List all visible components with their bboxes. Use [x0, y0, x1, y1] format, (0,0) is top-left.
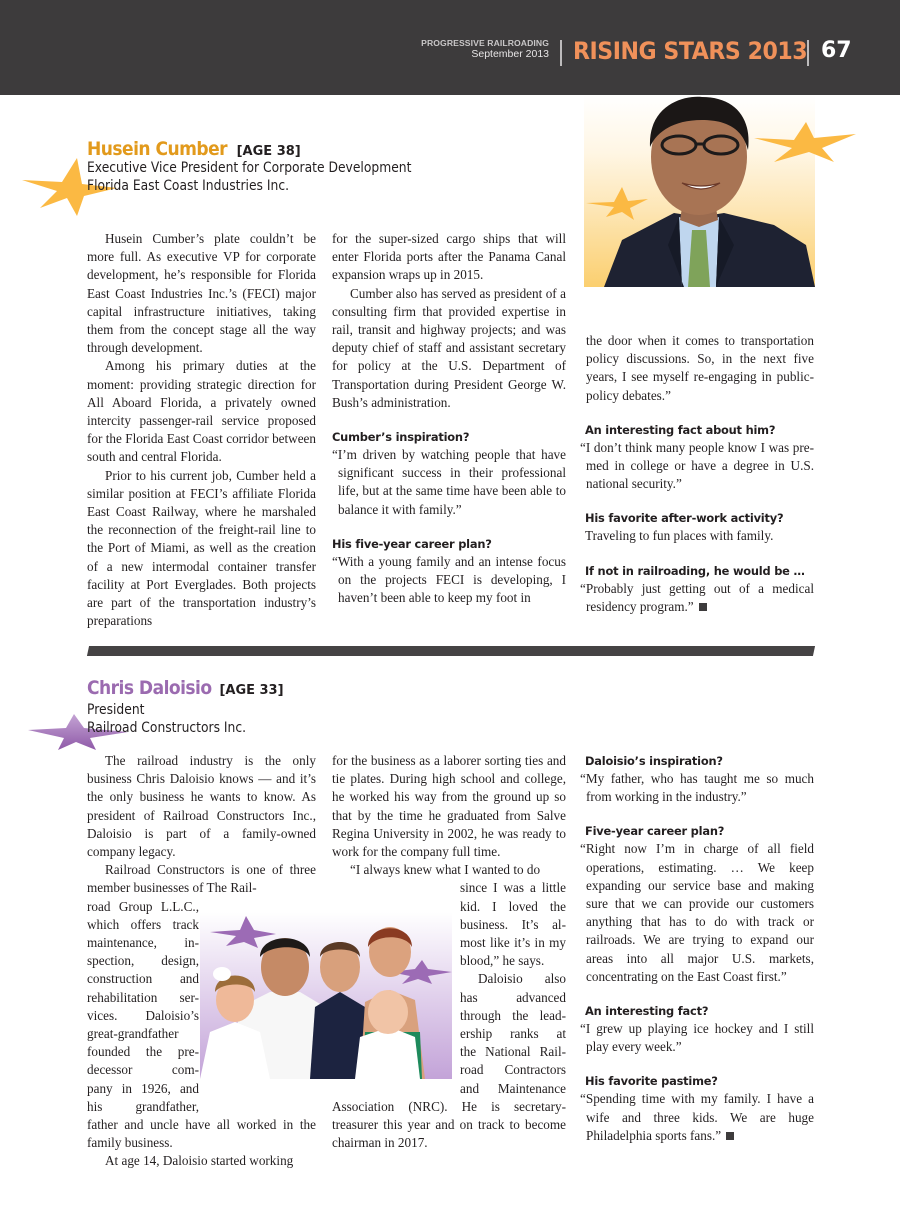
star-icon — [754, 122, 856, 164]
wrapped-line: road Contractors — [460, 1062, 566, 1078]
body-paragraph: Railroad Constructors is one of three member businesses of The Rail- — [87, 862, 316, 896]
wrapped-line: since I was a little — [460, 880, 566, 896]
wrapped-line: the National Rail- — [460, 1044, 566, 1060]
body-paragraph: father and uncle have all worked in the family business. — [87, 1117, 316, 1151]
qa-answer: “I grew up playing ice hockey and I still play every week.” — [580, 1021, 814, 1055]
qa-answer-continued: the door when it comes to transportation policy discussions. So, in the next five years, I see myself re-engaging in public-policy debates.” — [586, 333, 814, 403]
body-paragraph: Cumber also has served as president of a consulting firm that provided expertise in rail, transit and highway projects; and was deputy chief of staff and assistant secretary for policy at the U.S. Department of Transportation during President George W. Bush’s administration. — [332, 285, 566, 410]
wrapped-text-around-photo — [460, 879, 566, 1097]
article-column-3 — [580, 332, 814, 616]
wrapped-line: construction and — [87, 971, 199, 987]
qa-question: His five-year career plan? — [332, 536, 492, 551]
qa-question: Cumber’s inspiration? — [332, 430, 470, 445]
age-label: [AGE 33] — [219, 683, 284, 698]
publication-name: PROGRESSIVE RAILROADING — [421, 38, 549, 48]
job-title: Executive Vice President for Corporate Development — [87, 160, 412, 176]
article-column-2 — [332, 752, 566, 1152]
wrapped-line: vices. Daloisio’s — [87, 1007, 199, 1023]
qa-answer-text: “Spending time with my family. I have a wife and three kids. We are huge Philadelphia sports fans.” — [580, 1091, 814, 1143]
wrapped-line: rehabilitation ser- — [87, 989, 199, 1005]
profile-name-line — [87, 677, 284, 699]
page-number: 67 — [821, 38, 852, 63]
company-name: Florida East Coast Industries Inc. — [87, 178, 290, 194]
publication-info — [400, 38, 549, 60]
header-divider — [807, 40, 809, 66]
qa-question: An interesting fact? — [585, 1004, 709, 1019]
body-paragraph: for the business as a laborer sorting ties and tie plates. During high school and college, he worked his way from the ground up so that by the time he graduated from Salve Regina University in 2002, he was ready to work for the company full time. — [332, 753, 566, 860]
qa-answer: “With a young family and an intense focus on the projects FECI is developing, I haven’t been able to keep my foot in — [332, 553, 566, 606]
series-title: RISING STARS 2013 — [573, 37, 808, 65]
wrapped-line: maintenance, in- — [87, 935, 199, 951]
wrapped-line: spection, design, — [87, 953, 199, 969]
body-paragraph: The railroad industry is the only business Chris Daloisio knows — and it’s the only business he wants to know. As president of Railroad Constructors Inc., Daloisio is part of a family-owned company legacy. — [87, 753, 316, 860]
wrapped-line: decessor com- — [87, 1062, 199, 1078]
article-column-3 — [580, 752, 814, 1145]
wrapped-line: Daloisio also — [478, 971, 566, 987]
issue-date: September 2013 — [471, 48, 549, 60]
wrapped-line: business. It’s al- — [460, 916, 566, 932]
wrapped-line: which offers track — [87, 916, 199, 932]
qa-question: His favorite pastime? — [585, 1074, 718, 1089]
wrapped-line: through the lead- — [460, 1007, 566, 1023]
qa-answer: “I don’t think many people know I was pre-med in college or have a degree in U.S. national security.” — [580, 439, 814, 492]
company-name: Railroad Constructors Inc. — [87, 720, 247, 736]
body-paragraph: Husein Cumber’s plate couldn’t be more full. As executive VP for corporate development, he’s responsible for Florida East Coast Industries Inc.’s (FECI) major capital infrastructure initiatives, taking them from the concept stage all the way through development. — [87, 231, 316, 356]
body-paragraph: Association (NRC). He is secretary-treasurer this year and on track to become chairman in 2017. — [332, 1098, 566, 1151]
wrapped-text-around-photo — [87, 898, 199, 1116]
body-paragraph: for the super-sized cargo ships that will enter Florida ports after the Panama Canal expansion wraps up in 2015. — [332, 231, 566, 283]
wrapped-line: most like it’s in my — [460, 935, 566, 951]
age-label: [AGE 38] — [236, 144, 301, 159]
qa-answer: Traveling to fun places with family. — [585, 528, 774, 544]
qa-answer-text: “Probably just getting out of a medical residency program.” — [580, 580, 814, 614]
person-name: Chris Daloisio — [87, 677, 212, 699]
qa-question: Five-year career plan? — [585, 824, 725, 839]
article-column-2 — [332, 230, 566, 607]
wrapped-line: has advanced — [460, 989, 566, 1005]
wrapped-line: pany in 1926, and — [87, 1080, 199, 1096]
qa-answer — [580, 1090, 814, 1145]
qa-answer: “I’m driven by watching people that have significant success in their professional life, but at the same time have been able to balance it with family.” — [332, 447, 566, 517]
wrapped-line: founded the pre- — [87, 1044, 199, 1060]
end-mark-icon — [726, 1132, 734, 1140]
section-divider — [87, 646, 815, 656]
qa-question: An interesting fact about him? — [585, 422, 776, 437]
wrapped-line: road Group L.L.C., — [87, 898, 199, 914]
wrapped-line: great-grandfather — [87, 1026, 179, 1042]
qa-question: Daloisio’s inspiration? — [585, 754, 723, 768]
end-mark-icon — [699, 603, 707, 611]
qa-answer: “My father, who has taught me so much from working in the industry.” — [580, 771, 814, 805]
page-header-bar — [0, 0, 900, 95]
wrapped-line: ership ranks at — [460, 1026, 566, 1042]
profile-name-line — [87, 138, 301, 160]
wrapped-line: his grandfather, — [87, 1098, 199, 1114]
wrapped-line: and Maintenance — [460, 1080, 566, 1096]
qa-question: His favorite after-work activity? — [585, 511, 784, 526]
body-paragraph: Among his primary duties at the moment: providing strategic direction for All Aboard Florida, a privately owned intercity passenger-rail service proposed for the Florida East Coast corridor between south and central Florida. — [87, 358, 316, 465]
body-paragraph: “I always knew what I wanted to do — [350, 862, 541, 878]
article-column-1 — [87, 230, 316, 630]
body-paragraph: At age 14, Daloisio started working — [105, 1153, 294, 1169]
qa-answer: “Right now I’m in charge of all field operations, estimating. … We keep expanding our service base and making sure that we can provide our customers anything that has to do with track or railroads. We are trying to expand our areas into all major U.S. markets, concentrating on the East Coast first.” — [580, 841, 814, 984]
job-title: President — [87, 702, 145, 718]
body-paragraph: Prior to his current job, Cumber held a similar position at FECI’s affiliate Florida East Coast Railway, where he marshaled the reconnection of the freight-rail line to the Port of Miami, as well as the creation of a new intermodal container transfer facility at Port Everglades. Both projects are part of the transportation industry’s preparations — [87, 467, 316, 629]
person-name: Husein Cumber — [87, 138, 228, 160]
wrapped-line: kid. I loved the — [460, 898, 566, 914]
wrapped-line: blood,” he says. — [460, 953, 545, 969]
header-divider — [560, 40, 562, 66]
qa-question: If not in railroading, he would be … — [585, 563, 805, 578]
qa-answer — [580, 580, 814, 616]
